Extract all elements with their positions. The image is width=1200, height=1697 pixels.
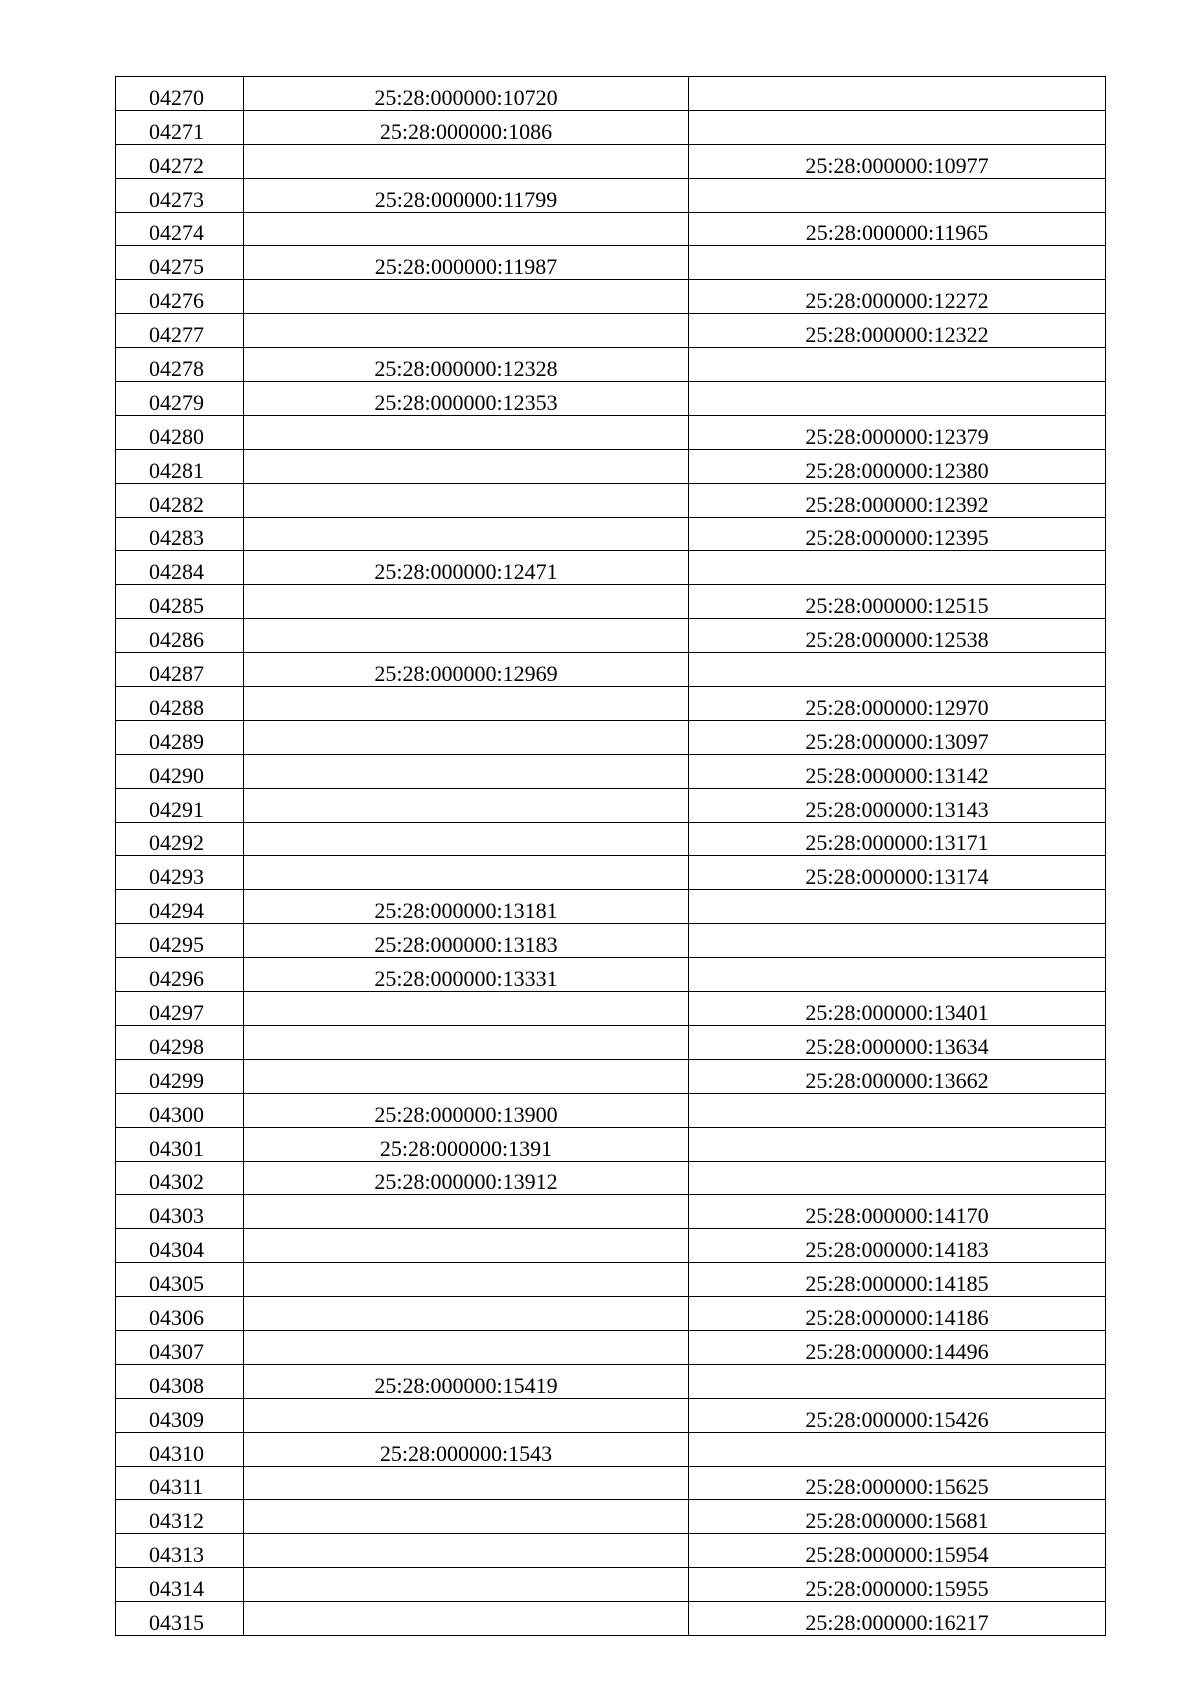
cadastral-number-cell-column-3 [689, 1602, 1106, 1636]
cadastral-number-cell-column-3-text: 25:28:000000:13634 [805, 1033, 989, 1059]
cadastral-number-cell-column-3-text: 25:28:000000:13401 [805, 999, 989, 1025]
row-number-cell-text: 04288 [149, 694, 204, 720]
row-number-cell-text: 04272 [149, 152, 204, 178]
table-row [116, 1364, 1106, 1398]
cadastral-number-cell-column-2-text: 25:28:000000:12471 [374, 559, 558, 585]
cadastral-number-cell-column-3 [689, 246, 1106, 280]
cadastral-number-cell-column-2 [244, 653, 689, 687]
table-row [116, 483, 1106, 517]
row-number-cell [116, 144, 244, 178]
cadastral-number-cell-column-3 [689, 1432, 1106, 1466]
cadastral-number-cell-column-3 [689, 110, 1106, 144]
cadastral-number-cell-column-3-text: 25:28:000000:14186 [805, 1304, 989, 1330]
row-number-cell [116, 754, 244, 788]
row-number-cell [116, 382, 244, 416]
cadastral-number-cell-column-3 [689, 890, 1106, 924]
table-row [116, 1297, 1106, 1331]
table-row [116, 314, 1106, 348]
cadastral-number-cell-column-3-text: 25:28:000000:13142 [805, 762, 989, 788]
cadastral-number-cell-column-3 [689, 280, 1106, 314]
table-row [116, 144, 1106, 178]
row-number-cell-text: 04306 [149, 1304, 204, 1330]
row-number-cell-text: 04278 [149, 356, 204, 382]
cadastral-number-cell-column-2 [244, 1432, 689, 1466]
cadastral-number-cell-column-2 [244, 1568, 689, 1602]
table-row [116, 1398, 1106, 1432]
row-number-cell-text: 04275 [149, 254, 204, 280]
table-row [116, 1229, 1106, 1263]
row-number-cell [116, 551, 244, 585]
cadastral-number-cell-column-3 [689, 754, 1106, 788]
cadastral-number-cell-column-3 [689, 992, 1106, 1026]
cadastral-number-cell-column-3 [689, 1059, 1106, 1093]
cadastral-number-cell-column-3 [689, 551, 1106, 585]
row-number-cell-text: 04310 [149, 1440, 204, 1466]
cadastral-number-cell-column-2 [244, 483, 689, 517]
cadastral-number-cell-column-2-text: 25:28:000000:11799 [374, 186, 558, 212]
cadastral-number-cell-column-3 [689, 449, 1106, 483]
row-number-cell [116, 1195, 244, 1229]
table-row [116, 992, 1106, 1026]
row-number-cell [116, 483, 244, 517]
cadastral-number-cell-column-2 [244, 890, 689, 924]
cadastral-number-cell-column-3 [689, 924, 1106, 958]
row-number-cell [116, 77, 244, 111]
cadastral-number-cell-column-3 [689, 415, 1106, 449]
row-number-cell [116, 687, 244, 721]
cadastral-number-cell-column-3-text: 25:28:000000:16217 [805, 1609, 989, 1635]
row-number-cell-text: 04313 [149, 1542, 204, 1568]
cadastral-number-cell-column-3 [689, 348, 1106, 382]
table-row [116, 924, 1106, 958]
table-row [116, 1602, 1106, 1636]
row-number-cell [116, 1568, 244, 1602]
row-number-cell-text: 04277 [149, 322, 204, 348]
cadastral-number-table [115, 76, 1106, 1636]
cadastral-number-cell-column-2-text: 25:28:000000:12353 [374, 389, 558, 415]
row-number-cell [116, 1330, 244, 1364]
row-number-cell [116, 314, 244, 348]
row-number-cell [116, 1229, 244, 1263]
row-number-cell-text: 04311 [149, 1474, 204, 1500]
cadastral-number-cell-column-3-text: 25:28:000000:11965 [805, 220, 989, 246]
cadastral-number-cell-column-3-text: 25:28:000000:12379 [805, 423, 989, 449]
table-row [116, 720, 1106, 754]
cadastral-number-cell-column-2-text: 25:28:000000:13912 [374, 1169, 558, 1195]
cadastral-number-cell-column-2 [244, 348, 689, 382]
cadastral-number-cell-column-3 [689, 687, 1106, 721]
cadastral-number-cell-column-3-text: 25:28:000000:15954 [805, 1542, 989, 1568]
cadastral-number-cell-column-3 [689, 788, 1106, 822]
table-row [116, 653, 1106, 687]
cadastral-number-cell-column-2 [244, 754, 689, 788]
cadastral-number-cell-column-3-text: 25:28:000000:12970 [805, 694, 989, 720]
cadastral-number-cell-column-3-text: 25:28:000000:15426 [805, 1406, 989, 1432]
table-body [116, 77, 1106, 1636]
row-number-cell-text: 04305 [149, 1271, 204, 1297]
cadastral-number-cell-column-2-text: 25:28:000000:13181 [374, 898, 558, 924]
cadastral-number-cell-column-2 [244, 1195, 689, 1229]
row-number-cell [116, 890, 244, 924]
cadastral-number-cell-column-2 [244, 788, 689, 822]
row-number-cell-text: 04287 [149, 661, 204, 687]
row-number-cell [116, 653, 244, 687]
row-number-cell-text: 04282 [149, 491, 204, 517]
row-number-cell-text: 04283 [149, 525, 204, 551]
cadastral-number-cell-column-2-text: 25:28:000000:15419 [374, 1372, 558, 1398]
cadastral-number-cell-column-2 [244, 1229, 689, 1263]
cadastral-number-cell-column-2 [244, 585, 689, 619]
row-number-cell [116, 212, 244, 246]
row-number-cell [116, 1364, 244, 1398]
row-number-cell [116, 348, 244, 382]
cadastral-number-cell-column-2 [244, 144, 689, 178]
cadastral-number-cell-column-2-text: 25:28:000000:1391 [379, 1135, 553, 1161]
cadastral-number-cell-column-2 [244, 77, 689, 111]
row-number-cell [116, 1432, 244, 1466]
cadastral-number-cell-column-3 [689, 856, 1106, 890]
table-row [116, 619, 1106, 653]
table-row [116, 1127, 1106, 1161]
table-row [116, 687, 1106, 721]
row-number-cell-text: 04312 [149, 1508, 204, 1534]
cadastral-number-cell-column-2-text: 25:28:000000:10720 [374, 84, 558, 110]
cadastral-number-cell-column-2 [244, 619, 689, 653]
row-number-cell-text: 04285 [149, 593, 204, 619]
row-number-cell [116, 1059, 244, 1093]
cadastral-number-cell-column-2 [244, 1127, 689, 1161]
cadastral-number-cell-column-3-text: 25:28:000000:12515 [805, 593, 989, 619]
cadastral-number-cell-column-3-text: 25:28:000000:13174 [805, 864, 989, 890]
cadastral-number-cell-column-3 [689, 619, 1106, 653]
cadastral-number-cell-column-2 [244, 687, 689, 721]
cadastral-number-cell-column-2 [244, 280, 689, 314]
row-number-cell [116, 1534, 244, 1568]
cadastral-number-cell-column-3-text: 25:28:000000:14170 [805, 1203, 989, 1229]
cadastral-number-cell-column-3 [689, 585, 1106, 619]
cadastral-number-cell-column-2 [244, 1534, 689, 1568]
cadastral-number-cell-column-2 [244, 720, 689, 754]
row-number-cell [116, 1025, 244, 1059]
cadastral-number-cell-column-2 [244, 382, 689, 416]
cadastral-number-cell-column-2 [244, 1093, 689, 1127]
row-number-cell [116, 449, 244, 483]
table-row [116, 958, 1106, 992]
cadastral-number-cell-column-2 [244, 1398, 689, 1432]
cadastral-number-cell-column-3-text: 25:28:000000:14185 [805, 1271, 989, 1297]
row-number-cell-text: 04307 [149, 1338, 204, 1364]
cadastral-number-cell-column-3 [689, 1229, 1106, 1263]
cadastral-number-cell-column-2-text: 25:28:000000:1086 [379, 118, 553, 144]
row-number-cell [116, 788, 244, 822]
cadastral-number-cell-column-3-text: 25:28:000000:13662 [805, 1067, 989, 1093]
row-number-cell [116, 246, 244, 280]
cadastral-number-cell-column-3 [689, 1330, 1106, 1364]
row-number-cell [116, 280, 244, 314]
table-row [116, 551, 1106, 585]
row-number-cell-text: 04300 [149, 1101, 204, 1127]
cadastral-number-cell-column-2 [244, 1466, 689, 1500]
table-row [116, 1195, 1106, 1229]
row-number-cell-text: 04280 [149, 423, 204, 449]
cadastral-number-cell-column-3-text: 25:28:000000:13143 [805, 796, 989, 822]
cadastral-number-cell-column-3-text: 25:28:000000:15955 [805, 1576, 989, 1602]
table-row [116, 822, 1106, 856]
row-number-cell-text: 04281 [149, 457, 204, 483]
row-number-cell [116, 958, 244, 992]
row-number-cell-text: 04296 [149, 966, 204, 992]
table-row [116, 856, 1106, 890]
table-row [116, 382, 1106, 416]
row-number-cell [116, 924, 244, 958]
row-number-cell-text: 04274 [149, 220, 204, 246]
cadastral-number-cell-column-2 [244, 110, 689, 144]
cadastral-number-cell-column-2 [244, 1364, 689, 1398]
row-number-cell [116, 822, 244, 856]
cadastral-number-cell-column-2 [244, 856, 689, 890]
row-number-cell [116, 1263, 244, 1297]
table-row [116, 178, 1106, 212]
table-row [116, 517, 1106, 551]
cadastral-number-cell-column-2 [244, 551, 689, 585]
cadastral-number-cell-column-3 [689, 1195, 1106, 1229]
row-number-cell [116, 1602, 244, 1636]
row-number-cell [116, 1500, 244, 1534]
cadastral-number-cell-column-2 [244, 958, 689, 992]
table-row [116, 212, 1106, 246]
cadastral-number-cell-column-2-text: 25:28:000000:13183 [374, 932, 558, 958]
cadastral-number-cell-column-3 [689, 1364, 1106, 1398]
cadastral-number-cell-column-2-text: 25:28:000000:11987 [374, 254, 558, 280]
cadastral-number-cell-column-3 [689, 1500, 1106, 1534]
cadastral-number-cell-column-2-text: 25:28:000000:1543 [379, 1440, 553, 1466]
row-number-cell-text: 04291 [149, 796, 204, 822]
table-row [116, 754, 1106, 788]
row-number-cell-text: 04294 [149, 898, 204, 924]
row-number-cell-text: 04289 [149, 728, 204, 754]
row-number-cell-text: 04314 [149, 1576, 204, 1602]
cadastral-number-cell-column-3 [689, 1263, 1106, 1297]
row-number-cell [116, 992, 244, 1026]
row-number-cell-text: 04315 [149, 1609, 204, 1635]
cadastral-number-cell-column-2 [244, 822, 689, 856]
row-number-cell-text: 04301 [149, 1135, 204, 1161]
cadastral-number-cell-column-3-text: 25:28:000000:10977 [805, 152, 989, 178]
cadastral-number-cell-column-3 [689, 314, 1106, 348]
cadastral-number-cell-column-3 [689, 958, 1106, 992]
cadastral-number-cell-column-3-text: 25:28:000000:12272 [805, 288, 989, 314]
cadastral-number-cell-column-3-text: 25:28:000000:12322 [805, 322, 989, 348]
row-number-cell-text: 04293 [149, 864, 204, 890]
table-row [116, 110, 1106, 144]
cadastral-number-cell-column-3 [689, 212, 1106, 246]
row-number-cell-text: 04302 [149, 1169, 204, 1195]
cadastral-number-cell-column-2-text: 25:28:000000:12969 [374, 661, 558, 687]
cadastral-number-cell-column-3 [689, 77, 1106, 111]
cadastral-number-cell-column-3 [689, 1093, 1106, 1127]
cadastral-number-cell-column-3 [689, 1127, 1106, 1161]
table-row [116, 415, 1106, 449]
cadastral-number-cell-column-2 [244, 178, 689, 212]
row-number-cell-text: 04286 [149, 627, 204, 653]
row-number-cell-text: 04303 [149, 1203, 204, 1229]
cadastral-number-cell-column-2 [244, 1025, 689, 1059]
cadastral-number-cell-column-3 [689, 1297, 1106, 1331]
cadastral-number-cell-column-2 [244, 1330, 689, 1364]
cadastral-number-cell-column-2 [244, 1263, 689, 1297]
table-row [116, 1432, 1106, 1466]
row-number-cell-text: 04297 [149, 999, 204, 1025]
cadastral-number-cell-column-3 [689, 720, 1106, 754]
table-row [116, 1263, 1106, 1297]
cadastral-number-cell-column-3-text: 25:28:000000:14496 [805, 1338, 989, 1364]
cadastral-number-cell-column-3-text: 25:28:000000:15625 [805, 1474, 989, 1500]
row-number-cell-text: 04298 [149, 1033, 204, 1059]
table-row [116, 280, 1106, 314]
table-row [116, 1466, 1106, 1500]
row-number-cell [116, 1093, 244, 1127]
row-number-cell [116, 178, 244, 212]
row-number-cell [116, 1161, 244, 1195]
table-row [116, 449, 1106, 483]
table-row [116, 1059, 1106, 1093]
cadastral-number-cell-column-3 [689, 1398, 1106, 1432]
table-row [116, 1534, 1106, 1568]
row-number-cell [116, 1466, 244, 1500]
cadastral-number-cell-column-2 [244, 449, 689, 483]
table-row [116, 1093, 1106, 1127]
row-number-cell [116, 619, 244, 653]
row-number-cell-text: 04299 [149, 1067, 204, 1093]
row-number-cell-text: 04279 [149, 389, 204, 415]
cadastral-number-cell-column-2 [244, 1500, 689, 1534]
table-row [116, 1161, 1106, 1195]
cadastral-number-cell-column-3 [689, 653, 1106, 687]
cadastral-number-cell-column-2 [244, 1602, 689, 1636]
cadastral-number-cell-column-3 [689, 1466, 1106, 1500]
cadastral-number-cell-column-2 [244, 1297, 689, 1331]
table-row [116, 585, 1106, 619]
cadastral-number-cell-column-3-text: 25:28:000000:15681 [805, 1508, 989, 1534]
cadastral-number-cell-column-2 [244, 517, 689, 551]
cadastral-number-cell-column-3-text: 25:28:000000:12392 [805, 491, 989, 517]
row-number-cell-text: 04270 [149, 84, 204, 110]
row-number-cell-text: 04290 [149, 762, 204, 788]
row-number-cell-text: 04295 [149, 932, 204, 958]
cadastral-number-cell-column-2 [244, 415, 689, 449]
table-row [116, 1025, 1106, 1059]
row-number-cell-text: 04292 [149, 830, 204, 856]
row-number-cell [116, 856, 244, 890]
row-number-cell [116, 1398, 244, 1432]
cadastral-number-cell-column-3-text: 25:28:000000:12380 [805, 457, 989, 483]
cadastral-number-cell-column-3 [689, 1568, 1106, 1602]
cadastral-number-cell-column-3 [689, 1534, 1106, 1568]
cadastral-number-cell-column-3 [689, 1161, 1106, 1195]
row-number-cell [116, 517, 244, 551]
table-row [116, 1500, 1106, 1534]
cadastral-number-cell-column-3-text: 25:28:000000:12538 [805, 627, 989, 653]
table-row [116, 788, 1106, 822]
cadastral-number-cell-column-3 [689, 517, 1106, 551]
row-number-cell [116, 415, 244, 449]
cadastral-number-cell-column-2 [244, 246, 689, 280]
row-number-cell-text: 04273 [149, 186, 204, 212]
row-number-cell [116, 1127, 244, 1161]
table-row [116, 246, 1106, 280]
cadastral-number-cell-column-3-text: 25:28:000000:12395 [805, 525, 989, 551]
row-number-cell-text: 04309 [149, 1406, 204, 1432]
row-number-cell [116, 720, 244, 754]
cadastral-number-cell-column-2 [244, 924, 689, 958]
row-number-cell [116, 110, 244, 144]
cadastral-number-cell-column-3 [689, 1025, 1106, 1059]
cadastral-number-cell-column-2-text: 25:28:000000:13331 [374, 966, 558, 992]
row-number-cell-text: 04308 [149, 1372, 204, 1398]
cadastral-number-cell-column-3 [689, 178, 1106, 212]
cadastral-number-cell-column-2-text: 25:28:000000:12328 [374, 356, 558, 382]
cadastral-number-cell-column-2-text: 25:28:000000:13900 [374, 1101, 558, 1127]
row-number-cell-text: 04284 [149, 559, 204, 585]
cadastral-number-cell-column-3 [689, 822, 1106, 856]
cadastral-number-cell-column-2 [244, 314, 689, 348]
cadastral-number-cell-column-2 [244, 1059, 689, 1093]
cadastral-number-cell-column-2 [244, 212, 689, 246]
table-row [116, 77, 1106, 111]
row-number-cell-text: 04304 [149, 1237, 204, 1263]
table-row [116, 890, 1106, 924]
row-number-cell [116, 585, 244, 619]
cadastral-number-cell-column-3-text: 25:28:000000:13171 [805, 830, 989, 856]
cadastral-number-cell-column-3-text: 25:28:000000:14183 [805, 1237, 989, 1263]
cadastral-number-cell-column-3 [689, 483, 1106, 517]
row-number-cell [116, 1297, 244, 1331]
cadastral-number-cell-column-3 [689, 144, 1106, 178]
table-row [116, 1568, 1106, 1602]
table-row [116, 348, 1106, 382]
row-number-cell-text: 04276 [149, 288, 204, 314]
cadastral-number-cell-column-2 [244, 992, 689, 1026]
cadastral-number-cell-column-3 [689, 382, 1106, 416]
row-number-cell-text: 04271 [149, 118, 204, 144]
cadastral-number-cell-column-2 [244, 1161, 689, 1195]
cadastral-number-cell-column-3-text: 25:28:000000:13097 [805, 728, 989, 754]
table-row [116, 1330, 1106, 1364]
